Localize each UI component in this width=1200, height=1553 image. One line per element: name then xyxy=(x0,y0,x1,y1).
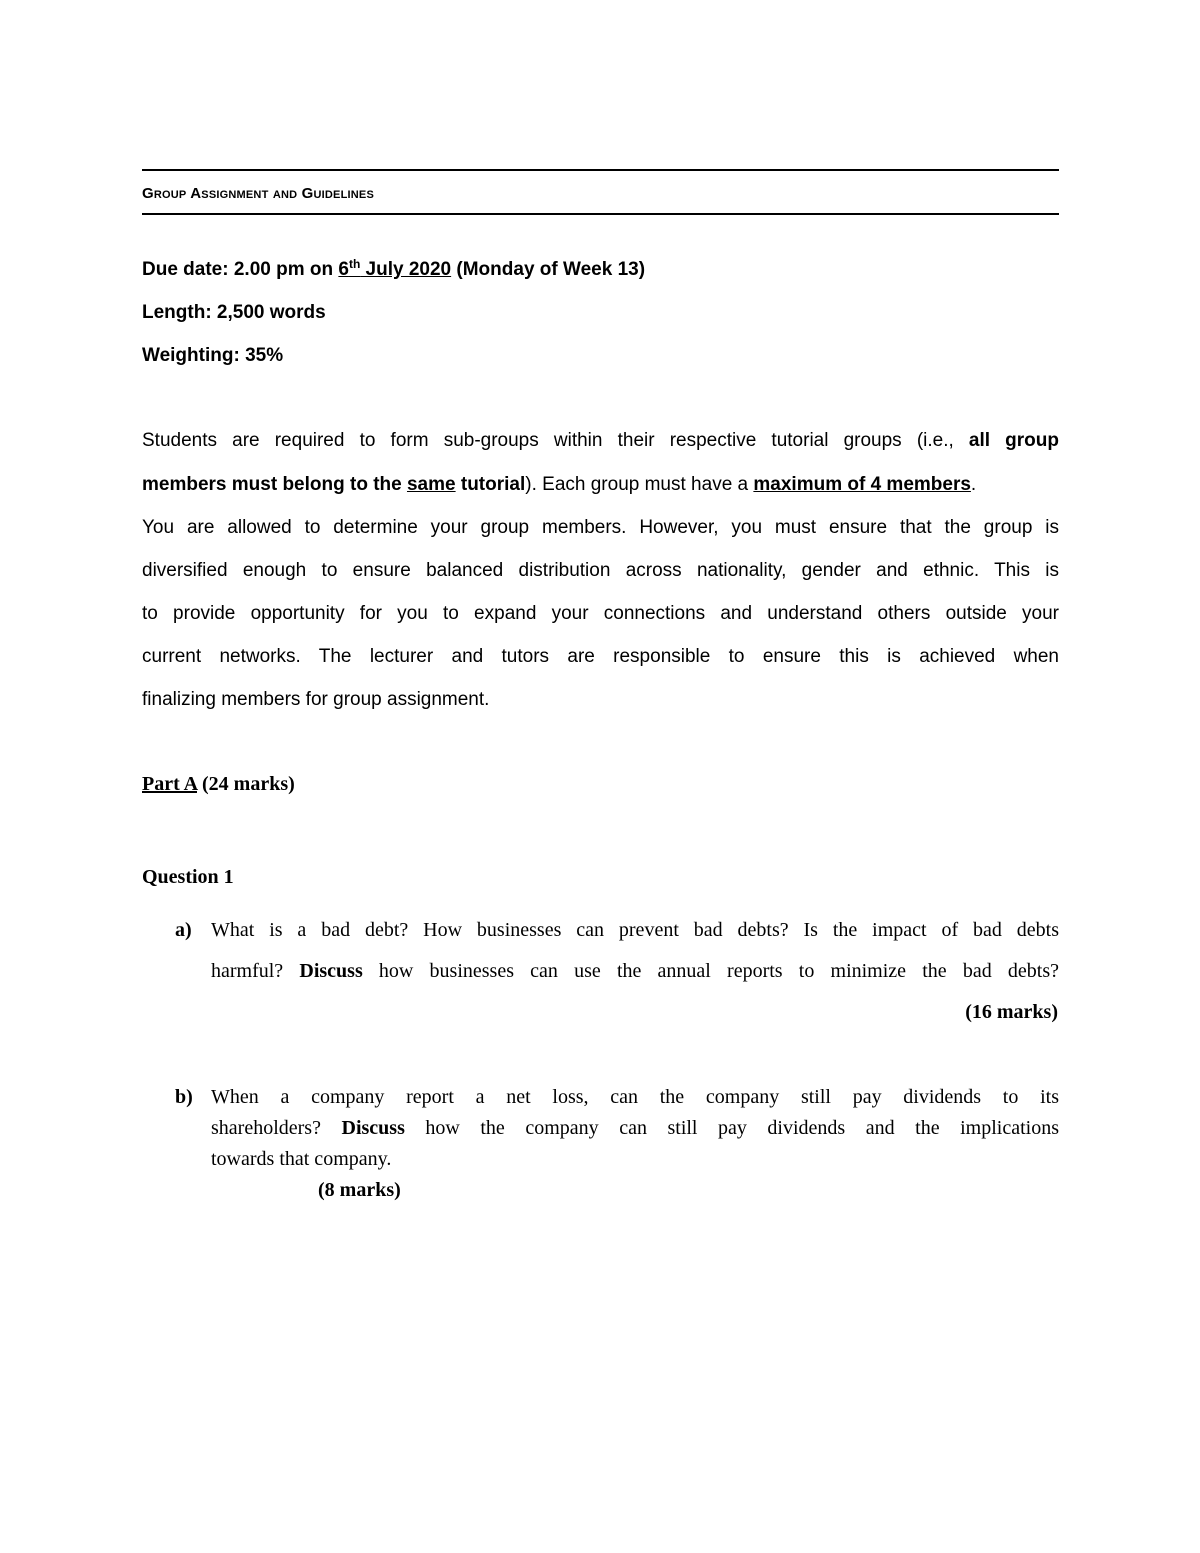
part-a-heading xyxy=(142,773,295,796)
part-a-marks: (24 marks) xyxy=(197,773,295,795)
intro-same: same xyxy=(406,474,456,495)
top-rule xyxy=(142,169,1059,171)
question-1b-discuss: Discuss xyxy=(341,1117,405,1139)
intro-tutorial: tutorial xyxy=(455,474,526,495)
document-heading: Group Assignment and Guidelines xyxy=(142,185,374,202)
question-1a-line-2-end: how businesses can use the annual reports to minimize the bad debts? xyxy=(362,960,1059,982)
question-1a-line-2-start: harmful? xyxy=(211,960,300,982)
intro-line-1 xyxy=(142,430,1059,452)
question-1b-line-2-end: how the company can still pay dividends and the implications xyxy=(404,1117,1060,1139)
part-a-title: Part A xyxy=(142,773,197,795)
question-1b-line-2 xyxy=(211,1117,1059,1140)
intro-line-2 xyxy=(142,474,1059,496)
question-1-title: Question 1 xyxy=(142,866,234,888)
intro-line-2-bold xyxy=(142,474,525,495)
question-1b-line-1: When a company report a net loss, can the company still pay dividends to its xyxy=(211,1086,1059,1108)
due-date-note: (Monday of Week 13) xyxy=(451,259,646,280)
due-date-value xyxy=(338,259,451,280)
intro-line-2-text: members must belong to the xyxy=(142,474,407,495)
question-1a-marks: (16 marks) xyxy=(965,1001,1058,1023)
due-date-prefix: Due date: 2.00 pm on xyxy=(142,259,339,280)
intro-line-2-end: . xyxy=(970,474,977,495)
question-1a-label: a) xyxy=(175,919,192,941)
intro-line-7: finalizing members for group assignment. xyxy=(142,689,490,710)
question-1a-line-1: What is a bad debt? How businesses can prevent bad debts? Is the impact of bad debts xyxy=(211,919,1059,941)
due-date-day: 6 xyxy=(338,259,349,280)
intro-line-1-text: Students are required to form sub-groups within their respective tutorial groups (i.e., xyxy=(142,430,969,451)
weighting: Weighting: 35% xyxy=(142,345,284,366)
intro-max-members: maximum of 4 members xyxy=(753,474,971,495)
due-date xyxy=(142,259,645,281)
length: Length: 2,500 words xyxy=(142,302,326,323)
question-1a-line-2 xyxy=(211,960,1059,983)
question-1b-label: b) xyxy=(175,1086,193,1108)
heading-rule xyxy=(142,213,1059,215)
intro-line-4: diversified enough to ensure balanced distribution across nationality, gender and ethnic. This is xyxy=(142,560,1059,581)
question-1b-line-3: towards that company. xyxy=(211,1148,392,1170)
intro-line-1-bold: all group xyxy=(968,430,1059,451)
question-1a-discuss: Discuss xyxy=(299,960,363,982)
question-1b-line-2-start: shareholders? xyxy=(211,1117,342,1139)
intro-max-members-wrapper xyxy=(753,474,971,495)
intro-line-5: to provide opportunity for you to expand your connections and understand others outside your xyxy=(142,603,1059,624)
question-1b-marks: (8 marks) xyxy=(318,1179,401,1201)
intro-line-3: You are allowed to determine your group members. However, you must ensure that the group is xyxy=(142,517,1059,538)
intro-line-6: current networks. The lecturer and tutors are responsible to ensure this is achieved when xyxy=(142,646,1059,667)
intro-line-2-middle: ). Each group must have a xyxy=(525,474,754,495)
due-date-month-year: July 2020 xyxy=(360,259,452,280)
due-date-day-suffix: th xyxy=(348,257,361,271)
